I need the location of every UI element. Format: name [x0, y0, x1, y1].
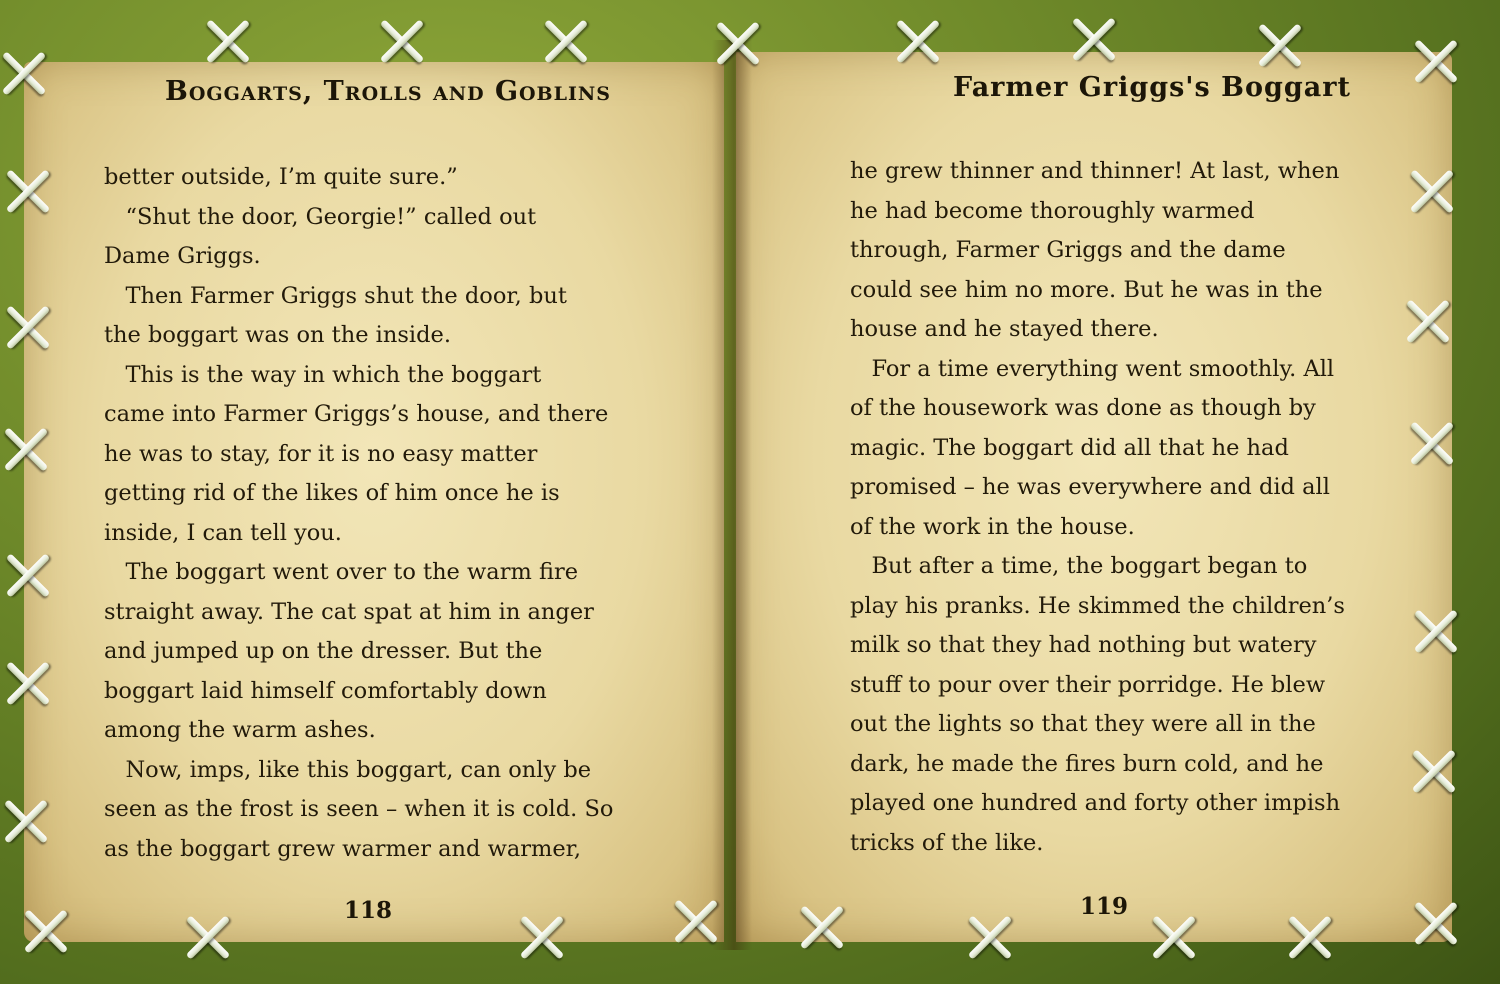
body-line: better outside, I’m quite sure.”: [104, 164, 458, 190]
stitch-decoration: [1278, 906, 1342, 970]
body-line: milk so that they had nothing but watery: [850, 632, 1317, 658]
body-line: played one hundred and forty other impish: [850, 790, 1341, 816]
body-line: came into Farmer Griggs’s house, and there: [104, 401, 609, 427]
body-line: The boggart went over to the warm fire: [104, 559, 579, 585]
body-line: he had become thoroughly warmed: [850, 197, 1255, 224]
stitch-decoration: [0, 544, 60, 608]
stitch-decoration: [1142, 906, 1206, 970]
body-line: and jumped up on the dresser. But the: [104, 638, 543, 664]
stitch-decoration: [14, 900, 78, 964]
body-line: dark, he made the fires burn cold, and he: [850, 750, 1324, 777]
stitch-decoration: [1404, 600, 1468, 664]
stitch-decoration: [1062, 8, 1126, 72]
stitch-decoration: [534, 10, 598, 74]
stitch-decoration: [1400, 412, 1464, 476]
body-line: promised – he was everywhere and did all: [850, 474, 1330, 500]
body-line: straight away. The cat spat at him in anger: [104, 598, 594, 625]
body-line: seen as the frost is seen – when it is cold. So: [104, 796, 614, 822]
stitch-decoration: [0, 790, 58, 854]
body-line: of the work in the house.: [850, 513, 1135, 540]
body-line: “Shut the door, Georgie!” called out: [104, 203, 537, 230]
stitch-decoration: [0, 652, 60, 716]
stitch-decoration: [1400, 160, 1464, 224]
body-line: of the housework was done as though by: [850, 395, 1316, 421]
stitch-decoration: [1402, 740, 1466, 804]
body-line: play his pranks. He skimmed the children’s: [850, 592, 1345, 619]
body-line: inside, I can tell you.: [104, 519, 342, 546]
stitch-decoration: [510, 906, 574, 970]
stitch-decoration: [176, 906, 240, 970]
stitch-decoration: [886, 10, 950, 74]
body-line: could see him no more. But he was in the: [850, 276, 1323, 303]
body-line: For a time everything went smoothly. All: [850, 355, 1335, 382]
body-line: house and he stayed there.: [850, 316, 1159, 342]
running-header-left: Boggarts, Trolls and Goblins: [165, 76, 611, 107]
body-line: among the warm ashes.: [104, 717, 376, 743]
stitch-decoration: [1248, 14, 1312, 78]
body-line: But after a time, the boggart began to: [850, 553, 1308, 579]
stitch-decoration: [1404, 30, 1468, 94]
stitch-decoration: [0, 296, 60, 360]
body-line: he grew thinner and thinner! At last, when: [850, 158, 1340, 184]
page-number-right: 119: [1080, 893, 1129, 920]
body-line: getting rid of the likes of him once he is: [104, 480, 560, 506]
stitch-decoration: [196, 10, 260, 74]
body-line: Dame Griggs.: [104, 243, 261, 269]
stitch-decoration: [370, 10, 434, 74]
stitch-decoration: [0, 42, 56, 106]
running-header-right: Farmer Griggs's Boggart: [953, 72, 1351, 103]
left-page-body: [104, 158, 613, 869]
stitch-decoration: [706, 12, 770, 76]
body-line: This is the way in which the boggart: [104, 361, 542, 388]
body-line: through, Farmer Griggs and the dame: [850, 237, 1286, 263]
body-line: he was to stay, for it is no easy matter: [104, 440, 538, 467]
body-line: stuff to pour over their porridge. He blew: [850, 671, 1326, 698]
body-line: Then Farmer Griggs shut the door, but: [104, 282, 567, 309]
book-gutter: [712, 40, 752, 950]
body-line: out the lights so that they were all in the: [850, 711, 1316, 737]
stitch-decoration: [664, 890, 728, 954]
stitch-decoration: [790, 896, 854, 960]
body-line: Now, imps, like this boggart, can only be: [104, 756, 592, 783]
stitch-decoration: [1396, 290, 1460, 354]
body-line: tricks of the like.: [850, 829, 1044, 856]
stitch-decoration: [0, 418, 58, 482]
body-line: boggart laid himself comfortably down: [104, 677, 547, 704]
stitch-decoration: [0, 160, 60, 224]
body-line: magic. The boggart did all that he had: [850, 434, 1289, 461]
stitch-decoration: [958, 906, 1022, 970]
stitch-decoration: [1404, 892, 1468, 956]
page-number-left: 118: [344, 897, 393, 924]
body-line: the boggart was on the inside.: [104, 322, 451, 348]
right-page-body: [850, 152, 1345, 863]
body-line: as the boggart grew warmer and warmer,: [104, 835, 582, 862]
